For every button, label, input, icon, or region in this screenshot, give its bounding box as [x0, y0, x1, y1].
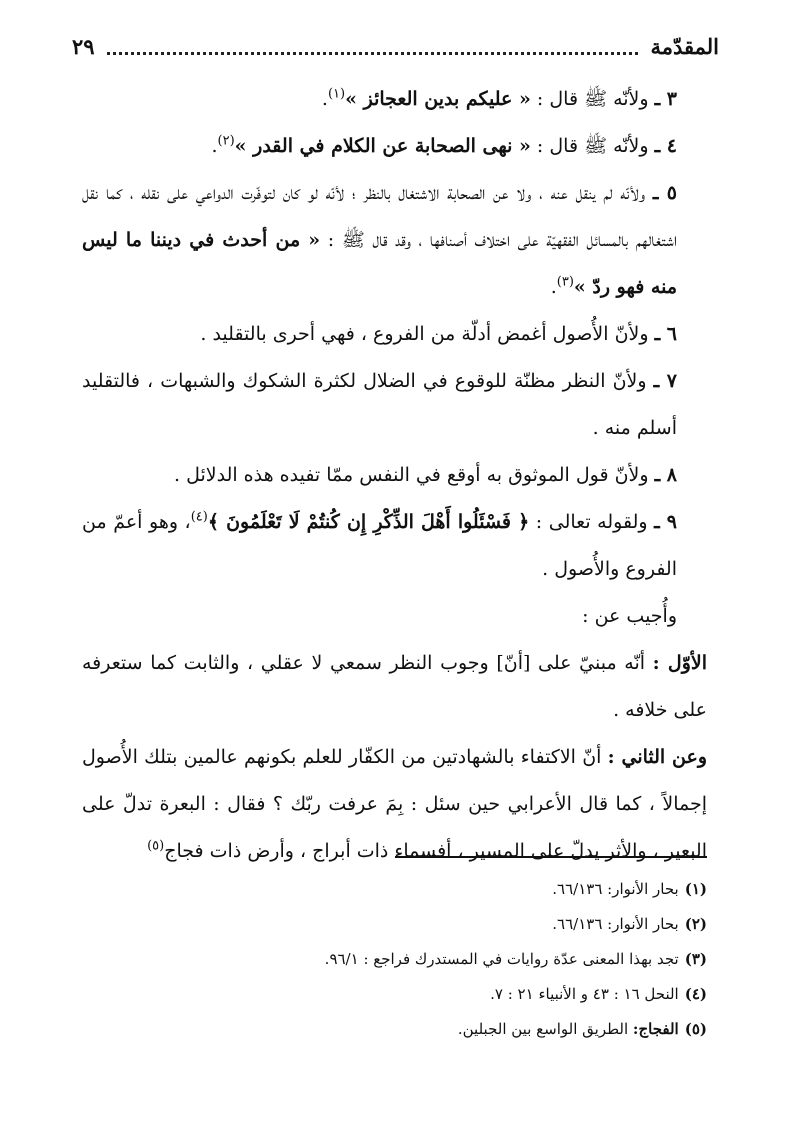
- paragraph-6: [82, 311, 707, 358]
- answer-label: وعن الثاني :: [607, 746, 707, 768]
- answer-second: [82, 734, 707, 875]
- footnote-text: بحار الأنوار: ٦٦/١٣٦.: [552, 880, 679, 898]
- paragraph-text-end: .: [550, 276, 557, 298]
- main-text: [82, 76, 707, 875]
- answer-label: الأوّل :: [652, 652, 707, 674]
- footnote-text: الطريق الواسع بين الجبلين.: [457, 1020, 633, 1038]
- paragraph-7: [82, 358, 707, 452]
- quoted-hadith: « عليكم بدين العجائز »: [345, 88, 531, 110]
- footnote-ref: (١): [327, 86, 346, 102]
- footnote-text: النحل ١٦ : ٤٣ و الأنبياء ٢١ : ٧.: [490, 985, 679, 1003]
- answer-intro: وأُجيب عن :: [582, 605, 677, 627]
- footnote-ref: (٣): [556, 274, 574, 290]
- quran-verse: ﴿ فَسْئَلُوا أَهْلَ الذِّكْرِ إِن كُنتُمْ لَا تَعْلَمُونَ ﴾: [207, 511, 530, 533]
- footnote-number: (٥): [684, 1020, 707, 1038]
- paragraph-text: ولأنّه ﷺ قال :: [530, 135, 655, 157]
- answer-first: [82, 640, 707, 734]
- footnote-4: [90, 977, 707, 1012]
- footnote-1: [90, 872, 707, 907]
- item-number: ٨ ـ: [654, 464, 677, 486]
- footnote-text: تجد بهذا المعنى عدّة روايات في المستدرك فراجع : ٩٦/١.: [324, 950, 679, 968]
- footnote-number: (٢): [684, 915, 707, 933]
- footnote-separator: [395, 856, 707, 858]
- answer-text: أنّ الاكتفاء بالشهادتين من الكفّار للعلم بكونهم عالمين بتلك الأُصول إجمالاً ، كما قال الأعرابي حين سئل : بِمَ عرفت ربّك ؟ فقال : البعرة تدلّ على البعير ، والأثر يدلّ على المسير ، أفسماء ذات أبراج ، وأرض ذات فجاج: [82, 746, 707, 862]
- page-header: [72, 28, 719, 64]
- quoted-hadith: « نهى الصحابة عن الكلام في القدر »: [234, 135, 531, 157]
- paragraph-5: [82, 170, 707, 311]
- page-number: ٢٩: [72, 33, 95, 59]
- quoted-hadith: « من أحدث في ديننا ما ليس منه فهو ردّ »: [82, 229, 677, 298]
- footnote-ref: (٢): [217, 133, 235, 149]
- footnotes: [90, 872, 707, 1047]
- footnote-3: [90, 942, 707, 977]
- footnote-number: (١): [684, 880, 707, 898]
- footnote-ref: (٤): [190, 509, 208, 525]
- answer-text: أنّه مبنيّ على [أنّ] وجوب النظر سمعي لا عقلي ، والثابت كما ستعرفه على خلافه .: [82, 652, 707, 721]
- paragraph-9: [82, 499, 707, 593]
- footnote-2: [90, 907, 707, 942]
- item-number: ٦ ـ: [654, 323, 677, 345]
- item-number: ٧ ـ: [653, 370, 677, 392]
- footnote-ref: (٥): [147, 838, 165, 854]
- paragraph-text-end: .: [321, 88, 328, 110]
- item-number: ٥ ـ: [652, 182, 678, 204]
- paragraph-4: [82, 123, 707, 170]
- paragraph-8: [82, 452, 707, 499]
- paragraph-text: ولأنّ النظر مظنّة للوقوع في الضلال لكثرة الشكوك والشبهات ، فالتقليد أسلم منه .: [82, 370, 677, 439]
- item-number: ٩ ـ: [654, 511, 678, 533]
- item-number: ٤ ـ: [654, 135, 677, 157]
- paragraph-text: ولقوله تعالى :: [529, 511, 655, 533]
- footnote-term: الفجاج:: [632, 1020, 679, 1038]
- paragraph-text-end: .: [211, 135, 218, 157]
- paragraph-text: ولأنّه ﷺ قال :: [530, 88, 655, 110]
- paragraph-3: [82, 76, 707, 123]
- paragraph-text: ولأنّ قول الموثوق به أوقع في النفس ممّا تفيده هذه الدلائل .: [174, 464, 655, 486]
- footnote-5: [90, 1012, 707, 1047]
- paragraph-text-end: ، وهو أعمّ من الفروع والأُصول .: [82, 511, 677, 580]
- item-number: ٣ ـ: [654, 88, 677, 110]
- header-leader-dots: [107, 38, 639, 55]
- paragraph-text: ولأنّه لم ينقل عنه ، ولا عن الصحابة الاشتغال بالنظر ؛ لأنّه لو كان لتوفّرت الدواعي على نقله ، كما نقل اشتغالهم بالمسائل الفقهيّة على اختلاف أصنافها ، وقد قال ﷺ :: [82, 182, 677, 251]
- footnote-text: بحار الأنوار: ٦٦/١٣٦.: [552, 915, 679, 933]
- chapter-title: المقدّمة: [650, 33, 719, 59]
- paragraph-text: ولأنّ الأُصول أغمض أدلّة من الفروع ، فهي أحرى بالتقليد .: [200, 323, 655, 345]
- footnote-number: (٤): [684, 985, 707, 1003]
- footnote-number: (٣): [684, 950, 707, 968]
